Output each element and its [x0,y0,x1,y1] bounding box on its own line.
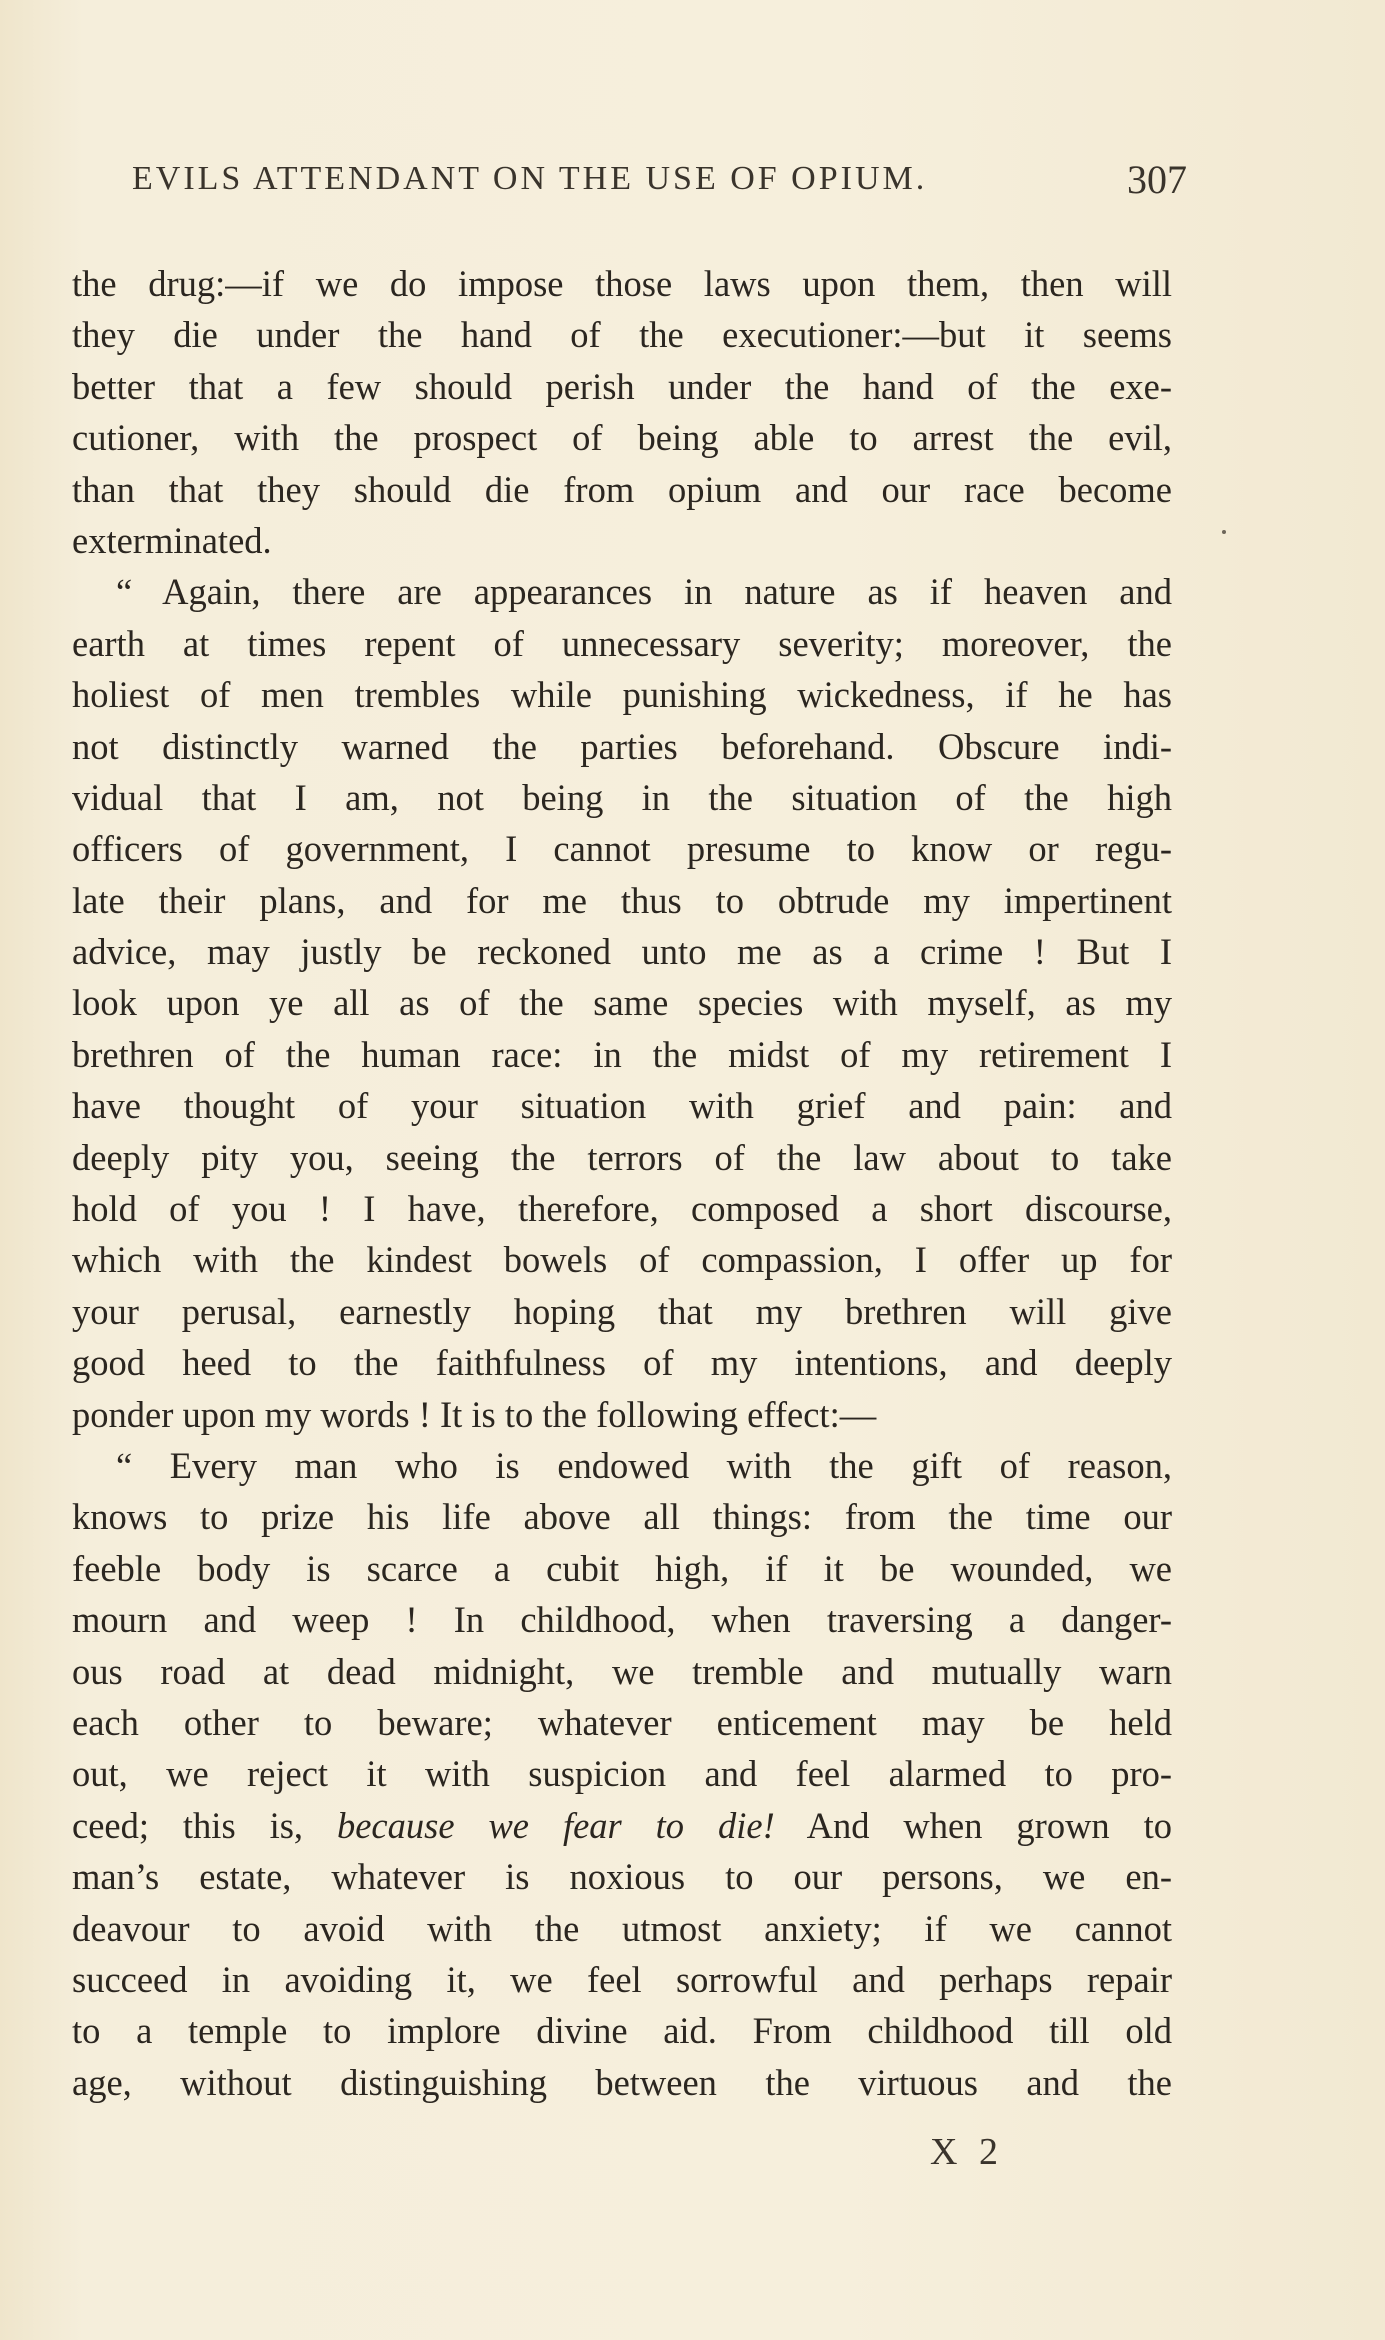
text-line: than that they should die from opium and our race become [72,468,1172,510]
text-line: officers of government, I cannot presume to know or regu- [72,828,1172,870]
text-line: ous road at dead midnight, we tremble and mutually warn [72,1650,1172,1692]
text-line: exterminated. [72,519,272,561]
text-line: ponder upon my words ! It is to the following effect:— [72,1393,877,1435]
text-line: to a temple to implore divine aid. From childhood till old [72,2010,1172,2052]
text-line: advice, may justly be reckoned unto me as a crime ! But I [72,931,1172,973]
text-line: better that a few should perish under the hand of the exe- [72,365,1172,407]
text-line: late their plans, and for me thus to obtrude my impertinent [72,879,1172,921]
running-head-title: EVILS ATTENDANT ON THE USE OF OPIUM. [132,160,928,197]
text-line: not distinctly warned the parties beforehand. Obscure indi- [72,725,1172,767]
body-text [72,258,1172,2108]
text-line: your perusal, earnestly hoping that my brethren will give [72,1290,1172,1332]
text-line: have thought of your situation with grief and pain: and [72,1085,1172,1127]
text-line: “ Again, there are appearances in nature as if heaven and [116,571,1172,613]
text-line: out, we reject it with suspicion and feel alarmed to pro- [72,1753,1172,1795]
text-line: holiest of men trembles while punishing wickedness, if he has [72,674,1172,716]
text-line: knows to prize his life above all things: from the time our [72,1496,1172,1538]
signature-mark: X 2 [930,2131,1004,2173]
text-line: brethren of the human race: in the midst of my retirement I [72,1033,1172,1075]
paper-speck [1222,530,1226,534]
text-line: feeble body is scarce a cubit high, if it be wounded, we [72,1547,1172,1589]
text-line: hold of you ! I have, therefore, composed a short discourse, [72,1188,1172,1230]
text-line: vidual that I am, not being in the situation of the high [72,776,1172,818]
italic-phrase: because we fear to die! [336,1804,775,1846]
text-line: succeed in avoiding it, we feel sorrowful and perhaps repair [72,1958,1172,2000]
text-line: they die under the hand of the executioner:—but it seems [72,314,1172,356]
text-line: man’s estate, whatever is noxious to our persons, we en- [72,1856,1172,1898]
text-line: age, without distinguishing between the virtuous and the [72,2061,1172,2103]
text-line: good heed to the faithfulness of my intentions, and deeply [72,1342,1172,1384]
text-line: deeply pity you, seeing the terrors of the law about to take [72,1136,1172,1178]
text-line: which with the kindest bowels of compassion, I offer up for [72,1239,1172,1281]
text-segment: And when grown to [774,1804,1172,1846]
text-line: the drug:—if we do impose those laws upon them, then will [72,263,1172,304]
text-line: deavour to avoid with the utmost anxiety; if we cannot [72,1907,1172,1949]
text-line: “ Every man who is endowed with the gift of reason, [116,1444,1172,1486]
text-segment: ceed; this is, [72,1804,337,1846]
text-line: cutioner, with the prospect of being able to arrest the evil, [72,417,1172,459]
running-head [132,157,1187,210]
page-number: 307 [1127,157,1187,202]
text-line: mourn and weep ! In childhood, when traversing a danger- [72,1599,1172,1641]
text-line: earth at times repent of unnecessary severity; moreover, the [72,622,1172,664]
text-line-with-italic [72,1800,1172,1851]
text-line: each other to beware; whatever enticement may be held [72,1701,1172,1743]
text-line: look upon ye all as of the same species with myself, as my [72,982,1172,1024]
